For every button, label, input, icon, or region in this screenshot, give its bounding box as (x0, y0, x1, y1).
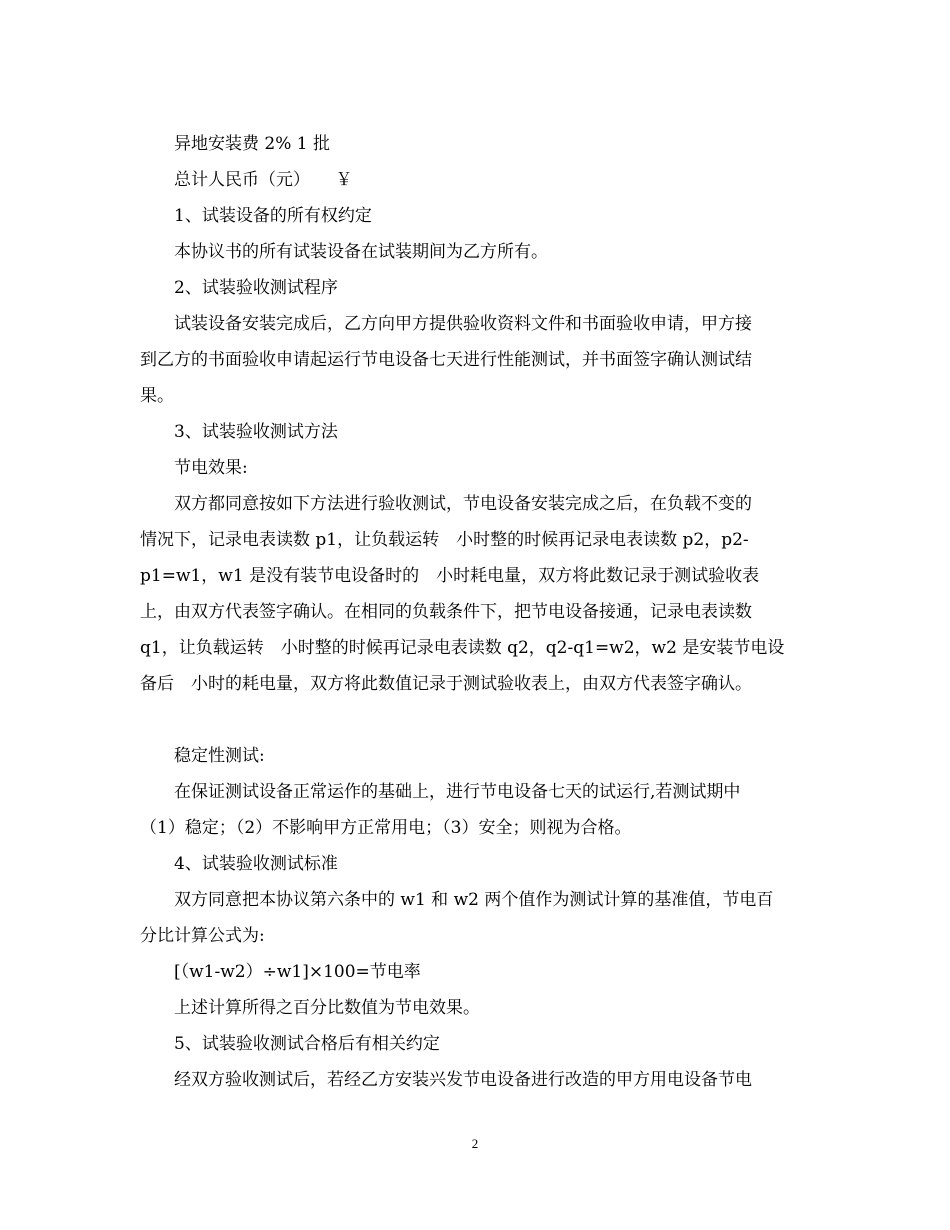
paragraph-line: 经双方验收测试后，若经乙方安装兴发节电设备进行改造的甲方用电设备节电 (174, 1070, 752, 1090)
section-heading-3: 3、试装验收测试方法 (174, 422, 338, 442)
paragraph-line: 备后 小时的耗电量，双方将此数值记录于测试验收表上，由双方代表签字确认。 (140, 674, 752, 694)
formula-line: [（w1-w2）÷w1]×100=节电率 (174, 962, 421, 982)
section-heading-4: 4、试装验收测试标准 (174, 854, 338, 874)
section-heading-1: 1、试装设备的所有权约定 (174, 206, 372, 226)
subheading-stability-test: 稳定性测试: (174, 746, 265, 766)
paragraph-line: （1）稳定；（2）不影响甲方正常用电；（3）安全；则视为合格。 (140, 818, 632, 838)
paragraph-line: p1=w1，w1 是没有装节电设备时的 小时耗电量，双方将此数记录于测试验收表 (140, 566, 760, 586)
paragraph-line: 上，由双方代表签字确认。在相同的负载条件下，把节电设备接通，记录电表读数 (140, 602, 752, 622)
blank-line (140, 702, 812, 738)
paragraph-line: 到乙方的书面验收申请起运行节电设备七天进行性能测试，并书面签字确认测试结 (140, 350, 752, 370)
paragraph-line: q1，让负载运转 小时整的时候再记录电表读数 q2，q2-q1=w2，w2 是安装节电设 (140, 638, 785, 658)
text-line-installation-fee: 异地安装费 2% 1 批 (174, 134, 330, 154)
page-number: 2 (471, 1136, 479, 1151)
paragraph-line: 果。 (140, 386, 174, 406)
document-body (140, 126, 812, 1098)
text-line-total-rmb: 总计人民币（元） ￥ (174, 170, 353, 190)
paragraph-line: 本协议书的所有试装设备在试装期间为乙方所有。 (174, 242, 548, 262)
subheading-energy-saving-effect: 节电效果: (174, 458, 248, 478)
paragraph-line: 在保证测试设备正常运作的基础上，进行节电设备七天的试运行,若测试期中 (174, 782, 741, 802)
paragraph-line: 上述计算所得之百分比数值为节电效果。 (174, 998, 480, 1018)
paragraph-line: 双方同意把本协议第六条中的 w1 和 w2 两个值作为测试计算的基准值，节电百 (174, 890, 774, 910)
paragraph-line: 情况下，记录电表读数 p1，让负载运转 小时整的时候再记录电表读数 p2，p2- (140, 530, 749, 550)
paragraph-line: 试装设备安装完成后，乙方向甲方提供验收资料文件和书面验收申请，甲方接 (174, 314, 752, 334)
section-heading-2: 2、试装验收测试程序 (174, 278, 338, 298)
paragraph-line: 双方都同意按如下方法进行验收测试，节电设备安装完成之后，在负载不变的 (174, 494, 752, 514)
paragraph-line: 分比计算公式为: (140, 926, 265, 946)
section-heading-5: 5、试装验收测试合格后有相关约定 (174, 1034, 440, 1054)
